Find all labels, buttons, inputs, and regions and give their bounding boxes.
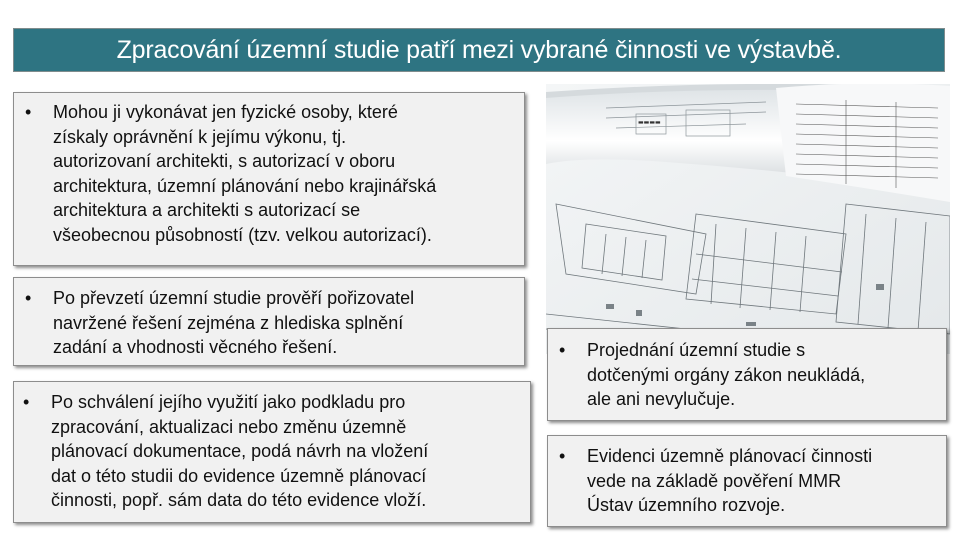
info-box-negotiation — [547, 328, 947, 421]
bullet-item — [559, 444, 872, 518]
bullet-text: Po schválení jejího využití jako podkladu pro zpracování, aktualizaci nebo změnu územně plánovací dokumentace, podá návrh na vložení dat o této studii do evidence územně plánovací činnosti, popř. sám data do této evidence vloží. — [51, 392, 429, 510]
svg-text:▬▬▬▬: ▬▬▬▬ — [638, 119, 661, 126]
bullet-text: Po převzetí územní studie prověří pořizovatel navržené řešení zejména z hlediska splnění zadání a vhodnosti věcného řešení. — [53, 288, 415, 357]
bullet-text: Evidenci územně plánovací činnosti vede na základě pověření MMR Ústav územního rozvoje. — [587, 446, 873, 515]
info-box-review — [13, 277, 525, 366]
bullet-text: Mohou ji vykonávat jen fyzické osoby, které získaly oprávnění k jejímu výkonu, tj. autorizovaní architekti, s autorizací v oboru architektura, územní plánování nebo krajinářská architektura a architekti s autorizací se všeobecnou působností (tzv. velkou autorizací). — [53, 102, 437, 245]
bullet-item — [25, 286, 414, 360]
slide-title-bar — [13, 28, 945, 72]
bullet-item — [23, 390, 428, 513]
bullet-icon: • — [559, 340, 566, 360]
bullet-text: Projednání územní studie s dotčenými orgány zákon neukládá, ale ani nevylučuje. — [587, 340, 866, 409]
bullet-icon: • — [23, 392, 30, 412]
blueprints-illustration — [546, 84, 950, 354]
blueprints-photo — [546, 84, 950, 354]
bullet-icon: • — [25, 288, 32, 308]
info-box-authorized-persons — [13, 92, 525, 266]
info-box-registry — [547, 435, 947, 527]
bullet-icon: • — [559, 446, 566, 466]
bullet-item — [25, 100, 436, 247]
info-box-approval — [13, 381, 531, 523]
slide-title: Zpracování územní studie patří mezi vybrané činnosti ve výstavbě. — [116, 35, 842, 64]
bullet-icon: • — [25, 102, 32, 122]
bullet-item — [559, 338, 865, 412]
